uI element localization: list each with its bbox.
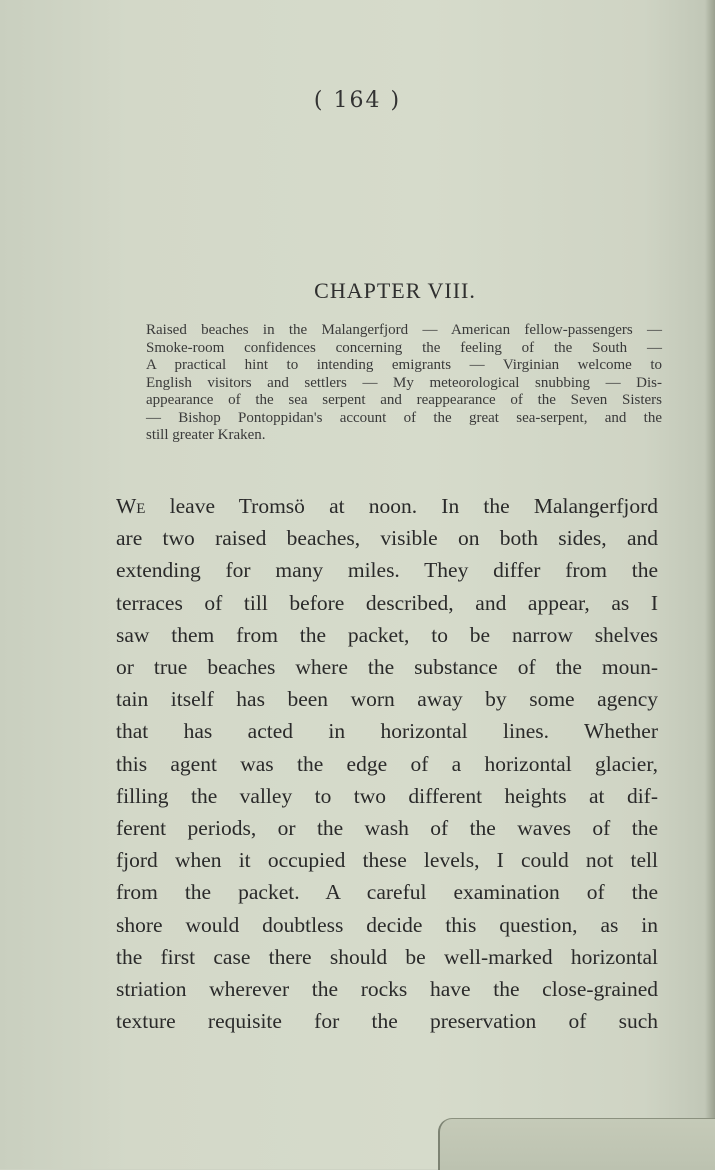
- chapter-title: CHAPTER VIII.: [314, 278, 476, 303]
- body-line: filling the valley to two different heights at dif-: [116, 783, 658, 808]
- body-line: [116, 490, 658, 522]
- page-edge-shadow: [705, 0, 715, 1169]
- body-line: shore would doubtless decide this question, as in: [116, 912, 658, 937]
- synopsis-line: — Bishop Pontoppidan's account of the great sea-serpent, and the: [146, 409, 662, 426]
- synopsis-line: Raised beaches in the Malangerfjord — American fellow-passengers —: [146, 322, 662, 338]
- body-line: ferent periods, or the wash of the waves of the: [116, 816, 658, 841]
- body-line: striation wherever the rocks have the close-grained: [116, 977, 658, 1002]
- synopsis-line: Smoke-room confidences concerning the feeling of the South —: [146, 339, 662, 356]
- body-line: this agent was the edge of a horizontal glacier,: [116, 751, 658, 776]
- synopsis-line: A practical hint to intending emigrants — Virginian welcome to: [146, 357, 662, 373]
- body-line: fjord when it occupied these levels, I could not tell: [116, 848, 658, 873]
- synopsis-line: still greater Kraken.: [146, 427, 266, 443]
- body-line: the first case there should be well-marked horizontal: [116, 944, 658, 969]
- page-number: ( 164 ): [313, 88, 402, 113]
- body-line: that has acted in horizontal lines. Whether: [116, 719, 658, 744]
- body-line-text: leave Tromsö at noon. In the Malangerfjord: [145, 494, 658, 518]
- synopsis-line: appearance of the sea serpent and reappearance of the Seven Sisters: [146, 392, 662, 408]
- body-line: terraces of till before described, and appear, as I: [116, 590, 658, 615]
- chapter-synopsis: [146, 322, 662, 445]
- body-line: texture requisite for the preservation of such: [116, 1009, 658, 1034]
- synopsis-line: English visitors and settlers — My meteorological snubbing — Dis-: [146, 374, 662, 391]
- body-line: from the packet. A careful examination of the: [116, 880, 658, 905]
- body-text: [116, 490, 658, 1037]
- body-line: extending for many miles. They differ from the: [116, 558, 658, 583]
- body-line: are two raised beaches, visible on both sides, and: [116, 526, 658, 551]
- body-line: tain itself has been worn away by some agency: [116, 687, 658, 712]
- body-line: saw them from the packet, to be narrow shelves: [116, 622, 658, 647]
- body-line: or true beaches where the substance of the moun-: [116, 655, 658, 680]
- library-stamp-mark: [438, 1118, 715, 1170]
- opening-word: We: [116, 494, 146, 518]
